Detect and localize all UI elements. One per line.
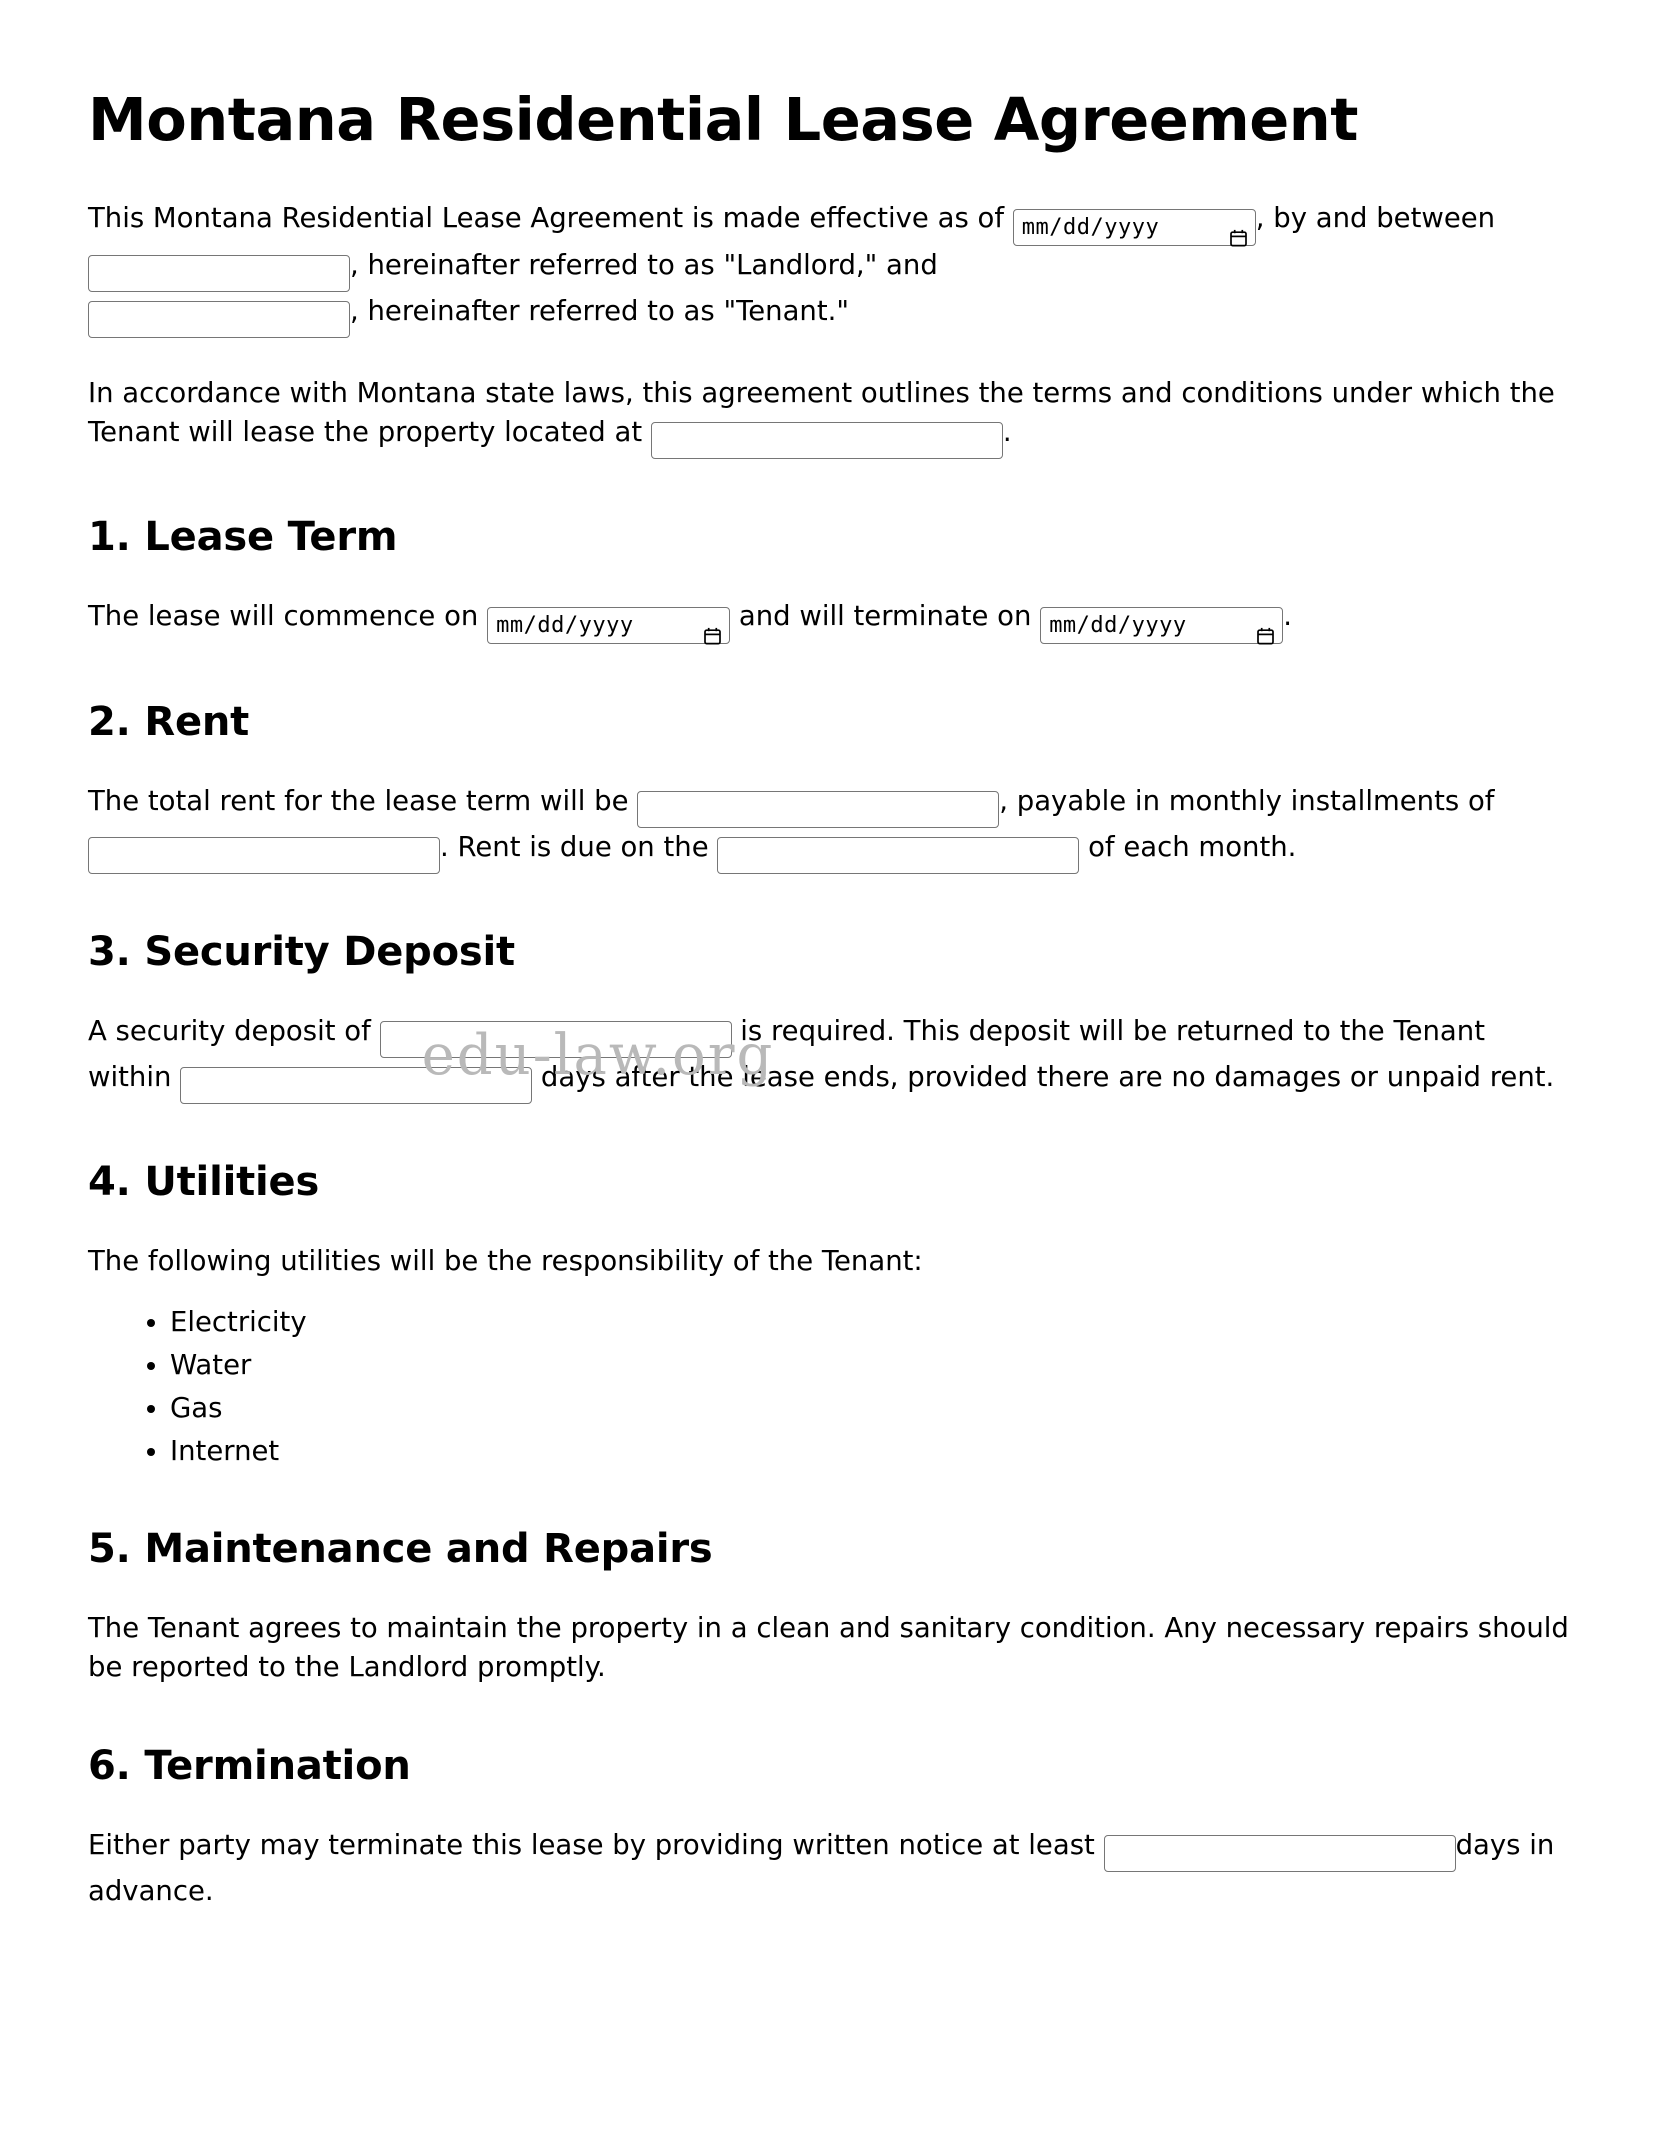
monthly-installment-input[interactable] — [88, 837, 440, 874]
accordance-text-part1: In accordance with Montana state laws, this agreement outlines the terms and conditions under which the Tenant will lease the property located at — [88, 377, 1555, 449]
termination-notice-days-input[interactable] — [1104, 1835, 1456, 1872]
list-item: • Water — [170, 1346, 1576, 1385]
rent-due-day-input[interactable] — [717, 837, 1079, 874]
deposit-return-days-input[interactable] — [180, 1067, 532, 1104]
deposit-text-part2: is required. This deposit will be returned to the Tenant within — [88, 1015, 1485, 1094]
lease-term-text-part2: and will terminate on — [738, 600, 1032, 633]
rent-paragraph — [88, 782, 1576, 874]
deposit-text-part1: A security deposit of — [88, 1015, 371, 1048]
section-heading-termination: 6. Termination — [88, 1742, 411, 1789]
intro-paragraph — [88, 199, 1576, 338]
commence-date-input[interactable] — [487, 607, 730, 644]
page-title: Montana Residential Lease Agreement — [88, 85, 1358, 154]
termination-text-part1: Either party may terminate this lease by providing written notice at least — [88, 1828, 1095, 1861]
property-address-input[interactable] — [651, 422, 1003, 459]
effective-date-placeholder: mm/dd/yyyy — [1021, 214, 1160, 240]
rent-text-part4: of each month. — [1088, 831, 1297, 864]
terminate-date-placeholder: mm/dd/yyyy — [1049, 613, 1187, 639]
maintenance-paragraph: The Tenant agrees to maintain the property in a clean and sanitary condition. Any necessary repairs should be reported to the Landlord promptly. — [88, 1612, 1569, 1684]
calendar-picker-icon[interactable] — [704, 617, 721, 635]
terminate-date-input[interactable] — [1040, 607, 1283, 644]
tenant-name-input[interactable] — [88, 301, 350, 338]
list-item: • Electricity — [170, 1303, 1576, 1342]
section-heading-maintenance-and-repairs: 5. Maintenance and Repairs — [88, 1526, 713, 1573]
security-deposit-paragraph — [88, 1012, 1576, 1104]
utilities-paragraph: The following utilities will be the responsibility of the Tenant: — [88, 1245, 923, 1278]
calendar-picker-icon[interactable] — [1230, 219, 1247, 237]
section-heading-utilities: 4. Utilities — [88, 1159, 320, 1206]
deposit-text-part3: days after the lease ends, provided there are no damages or unpaid rent. — [540, 1061, 1555, 1094]
total-rent-input[interactable] — [637, 791, 999, 828]
section-heading-lease-term: 1. Lease Term — [88, 514, 398, 561]
section-heading-security-deposit: 3. Security Deposit — [88, 929, 515, 976]
utilities-list — [88, 1303, 1576, 1471]
list-item: • Internet — [170, 1432, 1576, 1471]
calendar-picker-icon[interactable] — [1257, 617, 1274, 635]
site-watermark: edu-law.org — [421, 1023, 775, 1088]
commence-date-placeholder: mm/dd/yyyy — [496, 613, 634, 639]
intro-text-part2: , by and between — [1255, 201, 1496, 234]
security-deposit-amount-input[interactable] — [380, 1021, 732, 1058]
rent-text-part2: , payable in monthly installments of — [999, 785, 1495, 818]
intro-text-part4: , hereinafter referred to as "Tenant." — [350, 295, 850, 328]
lease-term-text-part1: The lease will commence on — [88, 600, 479, 633]
accordance-paragraph — [88, 374, 1576, 459]
lease-term-paragraph — [88, 597, 1576, 644]
termination-paragraph — [88, 1826, 1576, 1911]
accordance-text-part2: . — [1002, 416, 1012, 449]
termination-text-part2: days in advance. — [88, 1828, 1555, 1907]
list-item: • Gas — [170, 1389, 1576, 1428]
intro-text-part3: , hereinafter referred to as "Landlord," and — [350, 249, 938, 282]
effective-date-input[interactable] — [1013, 209, 1256, 246]
rent-text-part1: The total rent for the lease term will be — [88, 785, 629, 818]
intro-text-part1: This Montana Residential Lease Agreement is made effective as of — [88, 201, 1005, 234]
lease-term-text-part3: . — [1283, 600, 1292, 633]
landlord-name-input[interactable] — [88, 255, 350, 292]
rent-text-part3: . Rent is due on the — [440, 831, 709, 864]
section-heading-rent: 2. Rent — [88, 699, 250, 746]
